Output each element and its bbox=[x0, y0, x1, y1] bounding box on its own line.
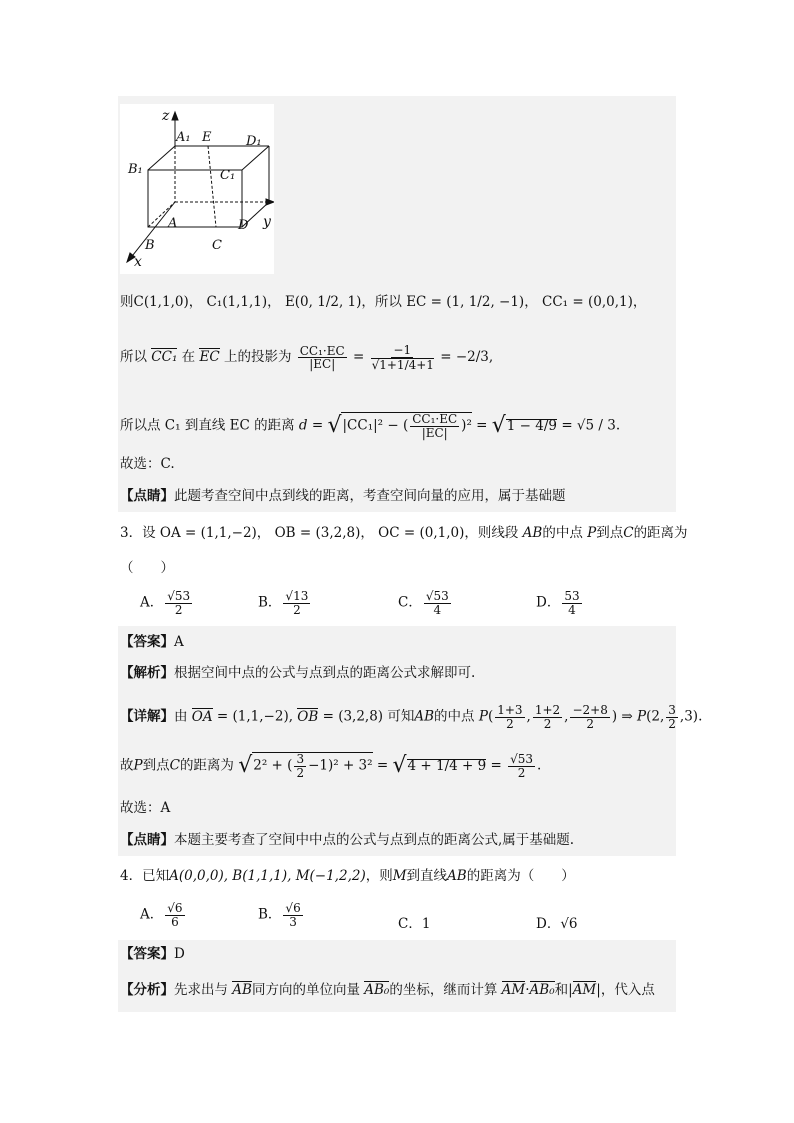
label-C1: C₁ bbox=[220, 168, 236, 183]
q3-detail: 【详解】由 OA = (1,1,−2), OB = (3,2,8) 可知AB的中点 P( $\frac{1+3}{2}$ , $\frac{1+2}{2}$ , $\frac{-2+8}{2}$ ) ⇒ P(2, $\frac{3}{2}$ ,3). bbox=[120, 703, 703, 731]
proj-formula: $\frac{\text{CC₁·EC}}{|EC|}$ bbox=[299, 343, 345, 372]
q3-stem-b: ，则线段 bbox=[464, 525, 519, 541]
label-x: x bbox=[134, 254, 142, 270]
q3-oc: OC = (0,1,0) bbox=[378, 525, 465, 541]
label-D1: D₁ bbox=[246, 134, 262, 149]
q3-stem-a: 3．设 bbox=[120, 525, 156, 541]
q4-answer: 【答案】D bbox=[120, 946, 185, 962]
q3-option-c[interactable]: C． $\frac{√53}{4}$ bbox=[398, 589, 449, 617]
q3-stem-e: 的距离为 bbox=[633, 525, 688, 541]
q3-stem-d: 到点 bbox=[596, 525, 624, 541]
label-A1: A₁ bbox=[176, 130, 191, 145]
dist-result: = √5 / 3 bbox=[561, 417, 616, 434]
proj-formula-value: $\frac{-1}{√1+1/4+1}$ bbox=[371, 343, 434, 372]
proj-text-a: 所以 bbox=[120, 349, 147, 366]
dist-radicand: |CC₁|² − ( $\frac{\text{CC₁·EC}}{|EC|}$ )² bbox=[342, 412, 472, 440]
q3-choose: 故选：A bbox=[120, 800, 171, 816]
cube-figure bbox=[120, 104, 274, 274]
q4-option-b[interactable]: B． $\frac{√6}{3}$ bbox=[258, 901, 301, 929]
label-z: z bbox=[162, 108, 170, 124]
label-y: y bbox=[263, 214, 271, 230]
q3-ob: OB = (3,2,8) bbox=[274, 525, 361, 541]
q3-oa: OA = (1,1,−2) bbox=[159, 525, 257, 541]
comment-tag: 【点睛】 bbox=[120, 488, 174, 504]
so-text: 所以 bbox=[374, 294, 402, 310]
q3-paren: （ ） bbox=[120, 560, 174, 576]
distance-line: 所以点 C₁ 到直线 EC 的距离 d = √|CC₁|² − ( $\frac{\text{CC₁·EC}}{|EC|}$ )² = √1 − 4/9 = √5 / 3. bbox=[120, 412, 621, 440]
q3-stem: 3．设 OA = (1,1,−2)， OB = (3,2,8)， OC = (0,1,0)，则线段 AB的中点 P到点C的距离为 bbox=[120, 525, 688, 541]
coord-c: C(1,1,0) bbox=[133, 294, 189, 310]
q2-comment bbox=[120, 490, 566, 504]
q4-option-a[interactable]: A． $\frac{√6}{6}$ bbox=[140, 901, 183, 929]
q4-option-d[interactable]: D．√6 bbox=[536, 916, 578, 932]
label-B1: B₁ bbox=[128, 162, 143, 177]
vector-cc1-inline: CC₁ bbox=[151, 349, 178, 366]
q3-answer: 【答案】A bbox=[120, 634, 184, 650]
proj-text-b: 在 bbox=[181, 349, 196, 366]
cube-diagram bbox=[120, 104, 274, 274]
q4-analysis: 【分析】先求出与 AB同方向的单位向量 AB₀的坐标，继而计算 AM·AB₀和|AM|，代入点 bbox=[120, 982, 655, 998]
vector-ec: EC = (1, 1/2, −1) bbox=[406, 294, 525, 310]
q3-stem-c: 的中点 bbox=[542, 525, 583, 541]
shade-block-3 bbox=[118, 940, 676, 1012]
q3-analysis: 【解析】根据空间中点的公式与点到点的距离公式求解即可. bbox=[120, 665, 476, 681]
shade-block-2 bbox=[118, 626, 676, 856]
label-A: A bbox=[168, 216, 178, 231]
q3-option-b[interactable]: B． $\frac{√13}{2}$ bbox=[258, 589, 309, 617]
q2-choose: 故选：C. bbox=[120, 456, 175, 472]
coords-prefix: 则 bbox=[120, 294, 134, 310]
q3-distance: 故P到点C的距离为 √2² + ( $\frac{3}{2}$ −1)² + 3² = √4 + 1/4 + 9 = $\frac{√53}{2}$ . bbox=[120, 752, 542, 780]
q3-comment: 【点睛】本题主要考查了空间中中点的公式与点到点的距离公式,属于基础题. bbox=[120, 832, 575, 848]
vector-cc1: CC₁ = (0,0,1) bbox=[542, 294, 633, 310]
dist-text: 所以点 C₁ 到直线 EC 的距离 bbox=[120, 417, 295, 434]
projection-line: 所以 CC₁ 在 EC 上的投影为 $\frac{\text{CC₁·EC}}{|EC|}$ = $\frac{-1}{√1+1/4+1}$ = −2/3, bbox=[120, 343, 494, 372]
label-E: E bbox=[202, 130, 212, 145]
comment-text: 此题考查空间中点到线的距离，考查空间向量的应用，属于基础题 bbox=[174, 488, 566, 504]
proj-text-c: 上的投影为 bbox=[223, 349, 292, 366]
label-C: C bbox=[212, 238, 222, 253]
q4-option-c[interactable]: C．1 bbox=[398, 916, 431, 932]
q3-option-d[interactable]: D． $\frac{53}{4}$ bbox=[536, 589, 580, 617]
proj-result: = −2/3 bbox=[440, 349, 489, 366]
coord-e: E(0, 1/2, 1) bbox=[284, 294, 362, 310]
coords-line: 则C(1,1,0)， C₁(1,1,1)， E(0, 1/2, 1)，所以 EC = (1, 1/2, −1)， CC₁ = (0,0,1)， bbox=[120, 294, 647, 310]
vector-ec-inline: EC bbox=[199, 349, 220, 366]
label-D: D bbox=[238, 218, 249, 233]
q3-option-a[interactable]: A． $\frac{√53}{2}$ bbox=[140, 589, 191, 617]
label-B: B bbox=[145, 238, 155, 253]
q4-stem: 4．已知A(0,0,0), B(1,1,1), M(−1,2,2)，则M到直线AB的距离为（ ） bbox=[120, 868, 575, 884]
coord-c1: C₁(1,1,1) bbox=[206, 294, 268, 310]
